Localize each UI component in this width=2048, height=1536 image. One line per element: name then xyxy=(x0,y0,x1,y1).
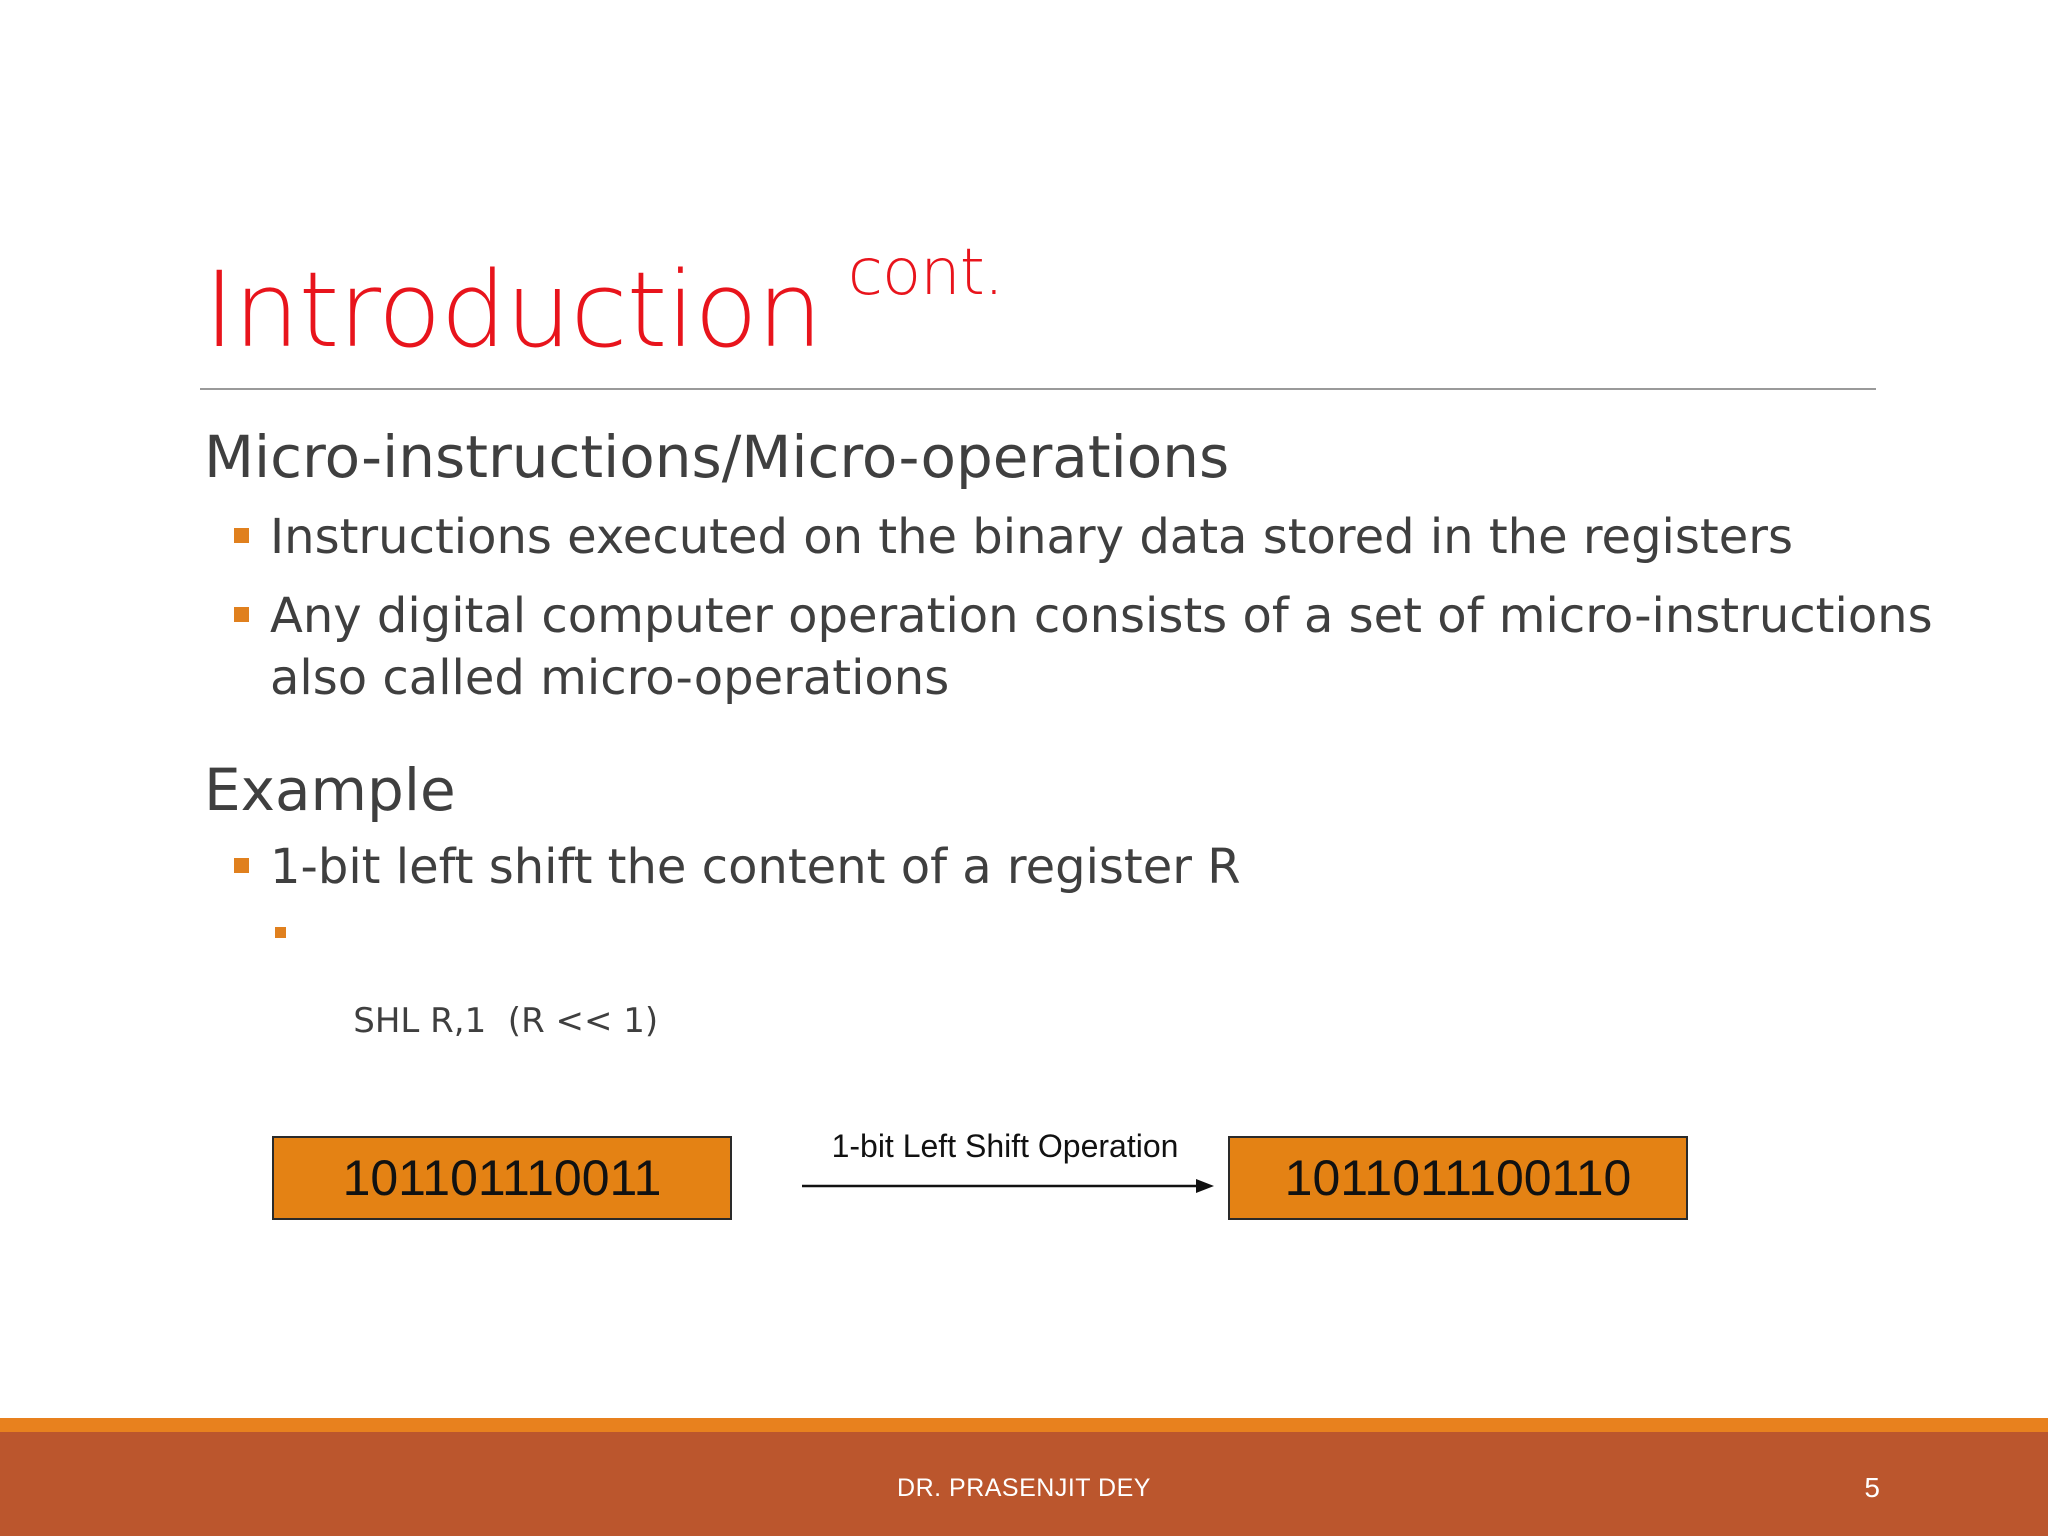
right-arrow-icon xyxy=(800,1172,1216,1200)
footer-author: DR. PRASENJIT DEY xyxy=(897,1474,1151,1502)
section-heading-micro-operations: Micro-instructions/Micro-operations xyxy=(204,423,1230,491)
bullet-text: also called micro-operations xyxy=(270,650,950,706)
square-bullet-icon xyxy=(234,607,249,622)
input-register-box: 101101110011 xyxy=(272,1136,732,1220)
square-bullet-icon xyxy=(234,528,249,543)
square-bullet-icon xyxy=(275,927,286,938)
bullet-item xyxy=(270,506,1793,568)
title-superscript: cont. xyxy=(847,236,1004,310)
subbullet-text: SHL R,1 (R << 1) xyxy=(353,1001,659,1041)
bullet-item xyxy=(270,585,1933,647)
title-text: Introduction xyxy=(204,249,822,371)
bullet-item xyxy=(270,836,1241,898)
bullet-text: 1-bit left shift the content of a register R xyxy=(270,839,1241,895)
page-number: 5 xyxy=(1864,1472,1880,1503)
output-register-box: 1011011100110 xyxy=(1228,1136,1688,1220)
subbullet-item xyxy=(310,911,658,1087)
square-bullet-icon xyxy=(234,858,249,873)
section-heading-example: Example xyxy=(204,756,456,824)
bullet-continuation xyxy=(270,647,949,709)
slide-title xyxy=(204,236,1004,385)
title-divider xyxy=(200,388,1876,390)
bullet-text: Any digital computer operation consists of a set of micro-instructions xyxy=(270,588,1933,644)
footer-accent-stripe xyxy=(0,1418,2048,1432)
bullet-text: Instructions executed on the binary data stored in the registers xyxy=(270,509,1793,565)
operation-label: 1-bit Left Shift Operation xyxy=(831,1128,1179,1164)
